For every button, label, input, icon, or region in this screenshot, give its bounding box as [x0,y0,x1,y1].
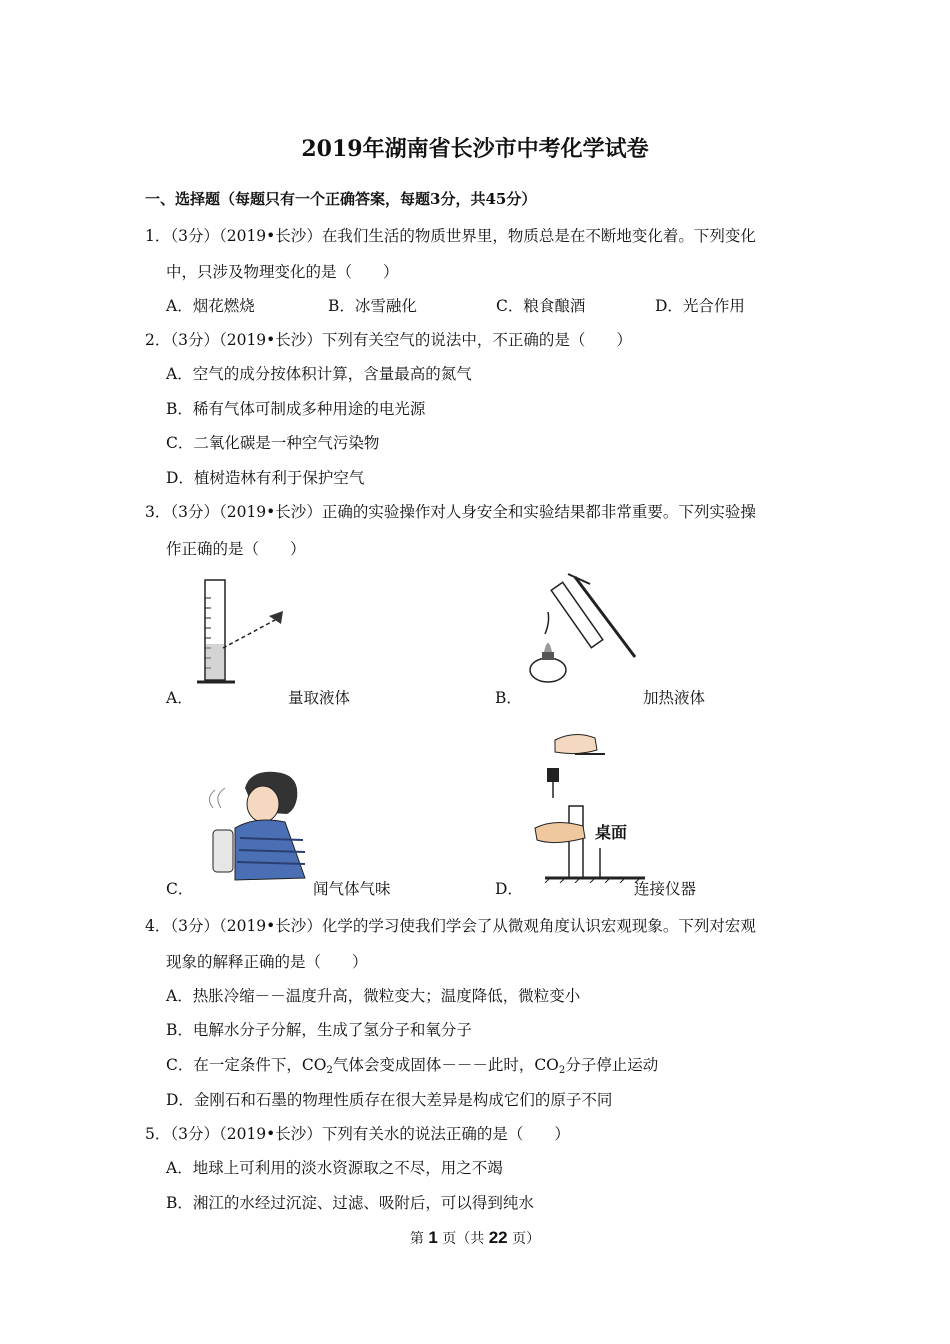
q3-stem-line2: 作正确的是（ ） [166,540,306,558]
q5-option-b: B．湘江的水经过沉淀、过滤、吸附后，可以得到纯水 [166,1194,534,1212]
q3-option-c-letter: C． [166,880,194,898]
q4-stem-line1: 4．（3分）（2019•长沙）化学的学习使我们学会了从微观角度认识宏观现象。下列对宏观 [145,917,756,935]
q1-option-a: A．烟花燃烧 [166,297,255,315]
footer-mid: 页（共 [437,1231,489,1247]
q1-stem-line2: 中，只涉及物理变化的是（ ） [166,263,399,281]
q2-option-a: A．空气的成分按体积计算，含量最高的氮气 [166,365,472,383]
q5-option-a: A．地球上可利用的淡水资源取之不尽，用之不竭 [166,1159,503,1177]
q3-option-d-letter: D． [495,880,523,898]
connecting-apparatus-figure [525,728,650,883]
q4-option-c-pre: C．在一定条件下，CO [166,1056,327,1074]
q4-stem-line2: 现象的解释正确的是（ ） [166,953,368,971]
q4-option-c [166,1053,658,1076]
section-heading: 一、选择题（每题只有一个正确答案，每题3分，共45分） [145,190,537,208]
q4-option-a: A．热胀冷缩－－温度升高，微粒变大；温度降低，微粒变小 [166,987,581,1005]
smelling-gas-figure [195,768,315,886]
page-footer [0,1228,950,1248]
q3-option-b-letter: B． [495,689,522,707]
q3-option-a-text: 量取液体 [288,689,351,707]
q2-option-c: C．二氧化碳是一种空气污染物 [166,434,380,452]
q1-option-c: C．粮食酿酒 [496,297,586,315]
heating-test-tube-figure [520,572,645,692]
q3-stem-line1: 3．（3分）（2019•长沙）正确的实验操作对人身安全和实验结果都非常重要。下列实验操 [145,503,756,521]
q4-option-c-sub2: 2 [558,1065,566,1076]
q3-option-c-text: 闻气体气味 [313,880,391,898]
q3-option-b-text: 加热液体 [643,689,706,707]
footer-pre: 第 [409,1231,429,1247]
q2-stem: 2．（3分）（2019•长沙）下列有关空气的说法中，不正确的是（ ） [145,331,632,349]
q1-option-b: B．冰雪融化 [328,297,417,315]
q4-option-c-post: 分子停止运动 [565,1056,659,1074]
q3-option-a-letter: A． [166,689,193,707]
q3-option-d-text: 连接仪器 [634,880,697,898]
footer-post: 页） [507,1231,541,1247]
q1-stem-line1: 1．（3分）（2019•长沙）在我们生活的物质世界里，物质总是在不断地变化着。下列变化 [145,227,756,245]
graduated-cylinder-figure [195,578,295,688]
q2-option-d: D．植树造林有利于保护空气 [166,469,365,487]
footer-page-number: 1 [428,1228,438,1247]
q4-option-c-sub1: 2 [326,1065,333,1076]
q4-option-d: D．金刚石和石墨的物理性质存在很大差异是构成它们的原子不同 [166,1091,613,1109]
q5-stem: 5．（3分）（2019•长沙）下列有关水的说法正确的是（ ） [145,1125,570,1143]
q4-option-b: B．电解水分子分解，生成了氢分子和氧分子 [166,1021,472,1039]
footer-total-pages: 22 [488,1228,508,1247]
desk-label: 桌面 [595,825,628,842]
q2-option-b: B．稀有气体可制成多种用途的电光源 [166,400,426,418]
q4-option-c-mid: 气体会变成固体－－－此时，CO [332,1056,559,1074]
q1-option-d: D．光合作用 [655,297,745,315]
page-title: 2019年湖南省长沙市中考化学试卷 [301,136,649,162]
